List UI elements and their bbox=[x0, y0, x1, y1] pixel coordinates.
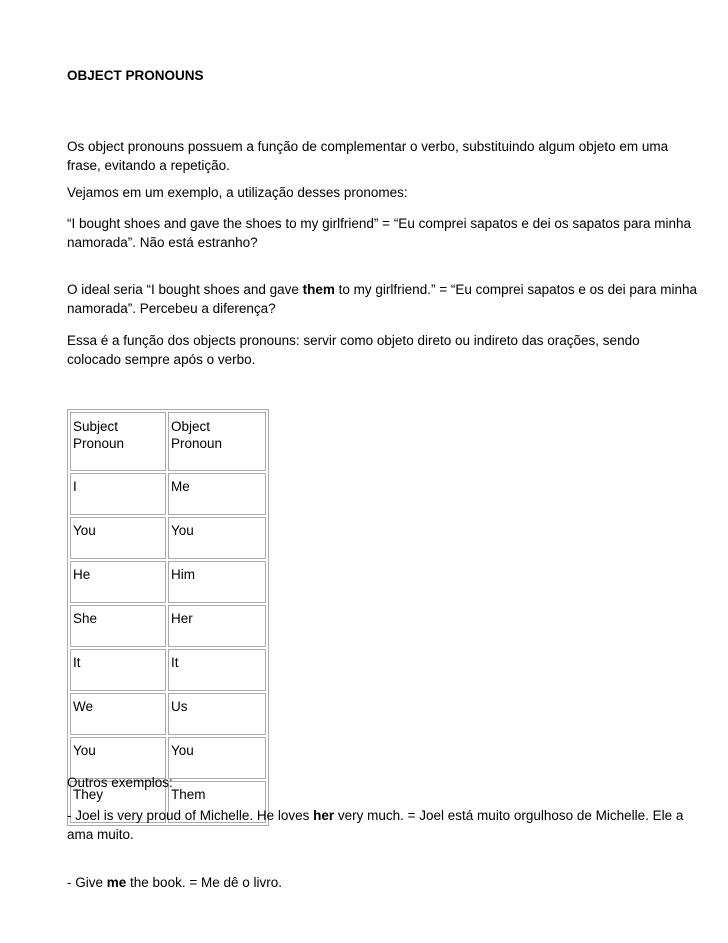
subject-cell: He bbox=[70, 561, 166, 603]
pronoun-table bbox=[67, 409, 269, 826]
object-cell: Us bbox=[168, 693, 266, 735]
example-1 bbox=[67, 806, 697, 844]
page-title: OBJECT PRONOUNS bbox=[67, 68, 204, 83]
subject-cell: She bbox=[70, 605, 166, 647]
object-cell: Me bbox=[168, 473, 266, 515]
p4-bold-word: them bbox=[302, 282, 335, 297]
ex2-text-after: the book. = Me dê o livro. bbox=[126, 875, 282, 890]
header-subject-line2: Pronoun bbox=[73, 436, 125, 451]
subject-cell: I bbox=[70, 473, 166, 515]
header-subject-pronoun bbox=[70, 412, 166, 471]
header-object-line1: Object bbox=[171, 419, 211, 434]
object-cell: Them bbox=[168, 781, 266, 823]
ex1-text-before: - Joel is very proud of Michelle. He loves bbox=[67, 808, 314, 823]
subject-cell: It bbox=[70, 649, 166, 691]
intro-paragraph-4 bbox=[67, 280, 697, 318]
object-cell: You bbox=[168, 737, 266, 779]
intro-paragraph-3: “I bought shoes and gave the shoes to my girlfriend” = “Eu comprei sapatos e dei os sapatos para minha namorada”. Não está estranho? bbox=[67, 216, 691, 250]
intro-paragraph-2: Vejamos em um exemplo, a utilização desses pronomes: bbox=[67, 185, 408, 200]
ex1-bold-word: her bbox=[313, 808, 335, 823]
subject-cell: You bbox=[70, 737, 166, 779]
example-2 bbox=[67, 873, 697, 892]
header-object-line2: Pronoun bbox=[171, 436, 223, 451]
table-row bbox=[70, 473, 266, 515]
object-cell: Her bbox=[168, 605, 266, 647]
examples-heading: Outros exemplos: bbox=[67, 775, 173, 790]
table-row bbox=[70, 517, 266, 559]
object-cell: You bbox=[168, 517, 266, 559]
table-row bbox=[70, 649, 266, 691]
subject-cell: They bbox=[70, 781, 166, 823]
p4-text-after: to my girlfriend.” = “Eu comprei sapatos e os dei para minha namorada”. Percebeu a diferença? bbox=[67, 282, 697, 316]
ex2-text-before: - Give bbox=[67, 875, 107, 890]
object-cell: Him bbox=[168, 561, 266, 603]
header-subject-line1: Subject bbox=[73, 419, 119, 434]
object-cell: It bbox=[168, 649, 266, 691]
table-row bbox=[70, 561, 266, 603]
ex2-bold-word: me bbox=[106, 875, 127, 890]
subject-cell: You bbox=[70, 517, 166, 559]
table-header-row bbox=[70, 412, 266, 471]
intro-paragraph-5: Essa é a função dos objects pronouns: servir como objeto direto ou indireto das orações, sendo colocado sempre após o verbo. bbox=[67, 333, 640, 367]
ex1-text-after: very much. = Joel está muito orgulhoso de Michelle. Ele a ama muito. bbox=[67, 808, 684, 842]
p4-text-before: O ideal seria “I bought shoes and gave bbox=[67, 282, 303, 297]
table-row bbox=[70, 605, 266, 647]
header-object-pronoun bbox=[168, 412, 266, 471]
subject-cell: We bbox=[70, 693, 166, 735]
intro-paragraph-1: Os object pronouns possuem a função de complementar o verbo, substituindo algum objeto em uma frase, evitando a repetição. bbox=[67, 139, 669, 173]
table-row bbox=[70, 693, 266, 735]
